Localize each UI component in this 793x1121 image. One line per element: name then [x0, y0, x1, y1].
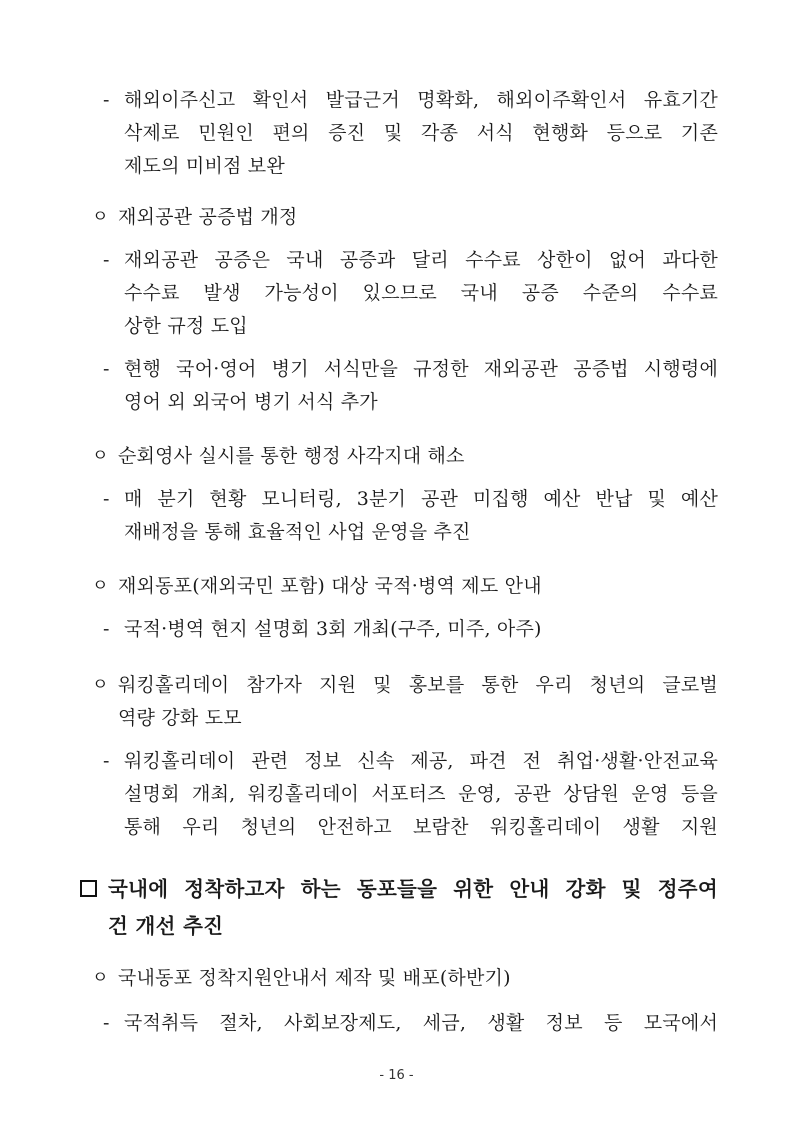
section-item-continued: 역량 강화 도모 — [118, 707, 242, 729]
dash-bullet: - — [103, 618, 110, 640]
text-line: 재외공관 공증은 국내 공증과 달리 수수료 상한이 없어 과다한 — [124, 249, 718, 271]
text-line: 설명회 개최, 워킹홀리데이 서포터즈 운영, 공관 상담원 운영 등을 — [124, 783, 718, 805]
dash-bullet: - — [103, 1012, 110, 1034]
section-heading-continued: 건 개선 추진 — [108, 914, 224, 938]
section-item: 재외공관 공증법 개정 — [118, 206, 298, 228]
dash-bullet: - — [103, 750, 110, 772]
page-number: - 16 - — [379, 1068, 414, 1083]
text-line: 국적·병역 현지 설명회 3회 개최(구주, 미주, 아주) — [124, 618, 542, 640]
text-line: 매 분기 현황 모니터링, 3분기 공관 미집행 예산 반납 및 예산 — [124, 488, 718, 510]
circle-bullet: ㅇ — [92, 968, 109, 988]
text-line: 국적취득 절차, 사회보장제도, 세금, 생활 정보 등 모국에서 — [124, 1012, 718, 1034]
circle-bullet: ㅇ — [92, 675, 109, 695]
checkbox-square-icon — [80, 880, 97, 897]
text-line: 워킹홀리데이 관련 정보 신속 제공, 파견 전 취업·생활·안전교육 — [124, 750, 718, 772]
section-item: 국내동포 정착지원안내서 제작 및 배포(하반기) — [118, 967, 511, 989]
circle-bullet: ㅇ — [92, 207, 109, 227]
text-line: 삭제로 민원인 편의 증진 및 각종 서식 현행화 등으로 기존 — [124, 122, 718, 144]
dash-bullet: - — [103, 249, 110, 271]
section-item: 워킹홀리데이 참가자 지원 및 홍보를 통한 우리 청년의 글로벌 — [118, 674, 718, 696]
text-line: 통해 우리 청년의 안전하고 보람찬 워킹홀리데이 생활 지원 — [124, 816, 718, 838]
section-item: 순회영사 실시를 통한 행정 사각지대 해소 — [118, 445, 465, 467]
text-line: 제도의 미비점 보완 — [124, 155, 285, 177]
dash-bullet: - — [103, 488, 110, 510]
text-line: 수수료 발생 가능성이 있으므로 국내 공증 수준의 수수료 — [124, 282, 718, 304]
dash-bullet: - — [103, 358, 110, 380]
text-line: 재배정을 통해 효율적인 사업 운영을 추진 — [124, 521, 471, 543]
circle-bullet: ㅇ — [92, 576, 109, 596]
text-line: 해외이주신고 확인서 발급근거 명확화, 해외이주확인서 유효기간 — [124, 89, 718, 111]
text-line: 현행 국어·영어 병기 서식만을 규정한 재외공관 공증법 시행령에 — [124, 358, 718, 380]
text-line: 영어 외 외국어 병기 서식 추가 — [124, 391, 378, 413]
circle-bullet: ㅇ — [92, 446, 109, 466]
section-heading: 국내에 정착하고자 하는 동포들을 위한 안내 강화 및 정주여 — [108, 877, 718, 901]
section-item: 재외동포(재외국민 포함) 대상 국적·병역 제도 안내 — [118, 575, 542, 597]
text-line: 상한 규정 도입 — [124, 315, 248, 337]
dash-bullet: - — [103, 89, 110, 111]
